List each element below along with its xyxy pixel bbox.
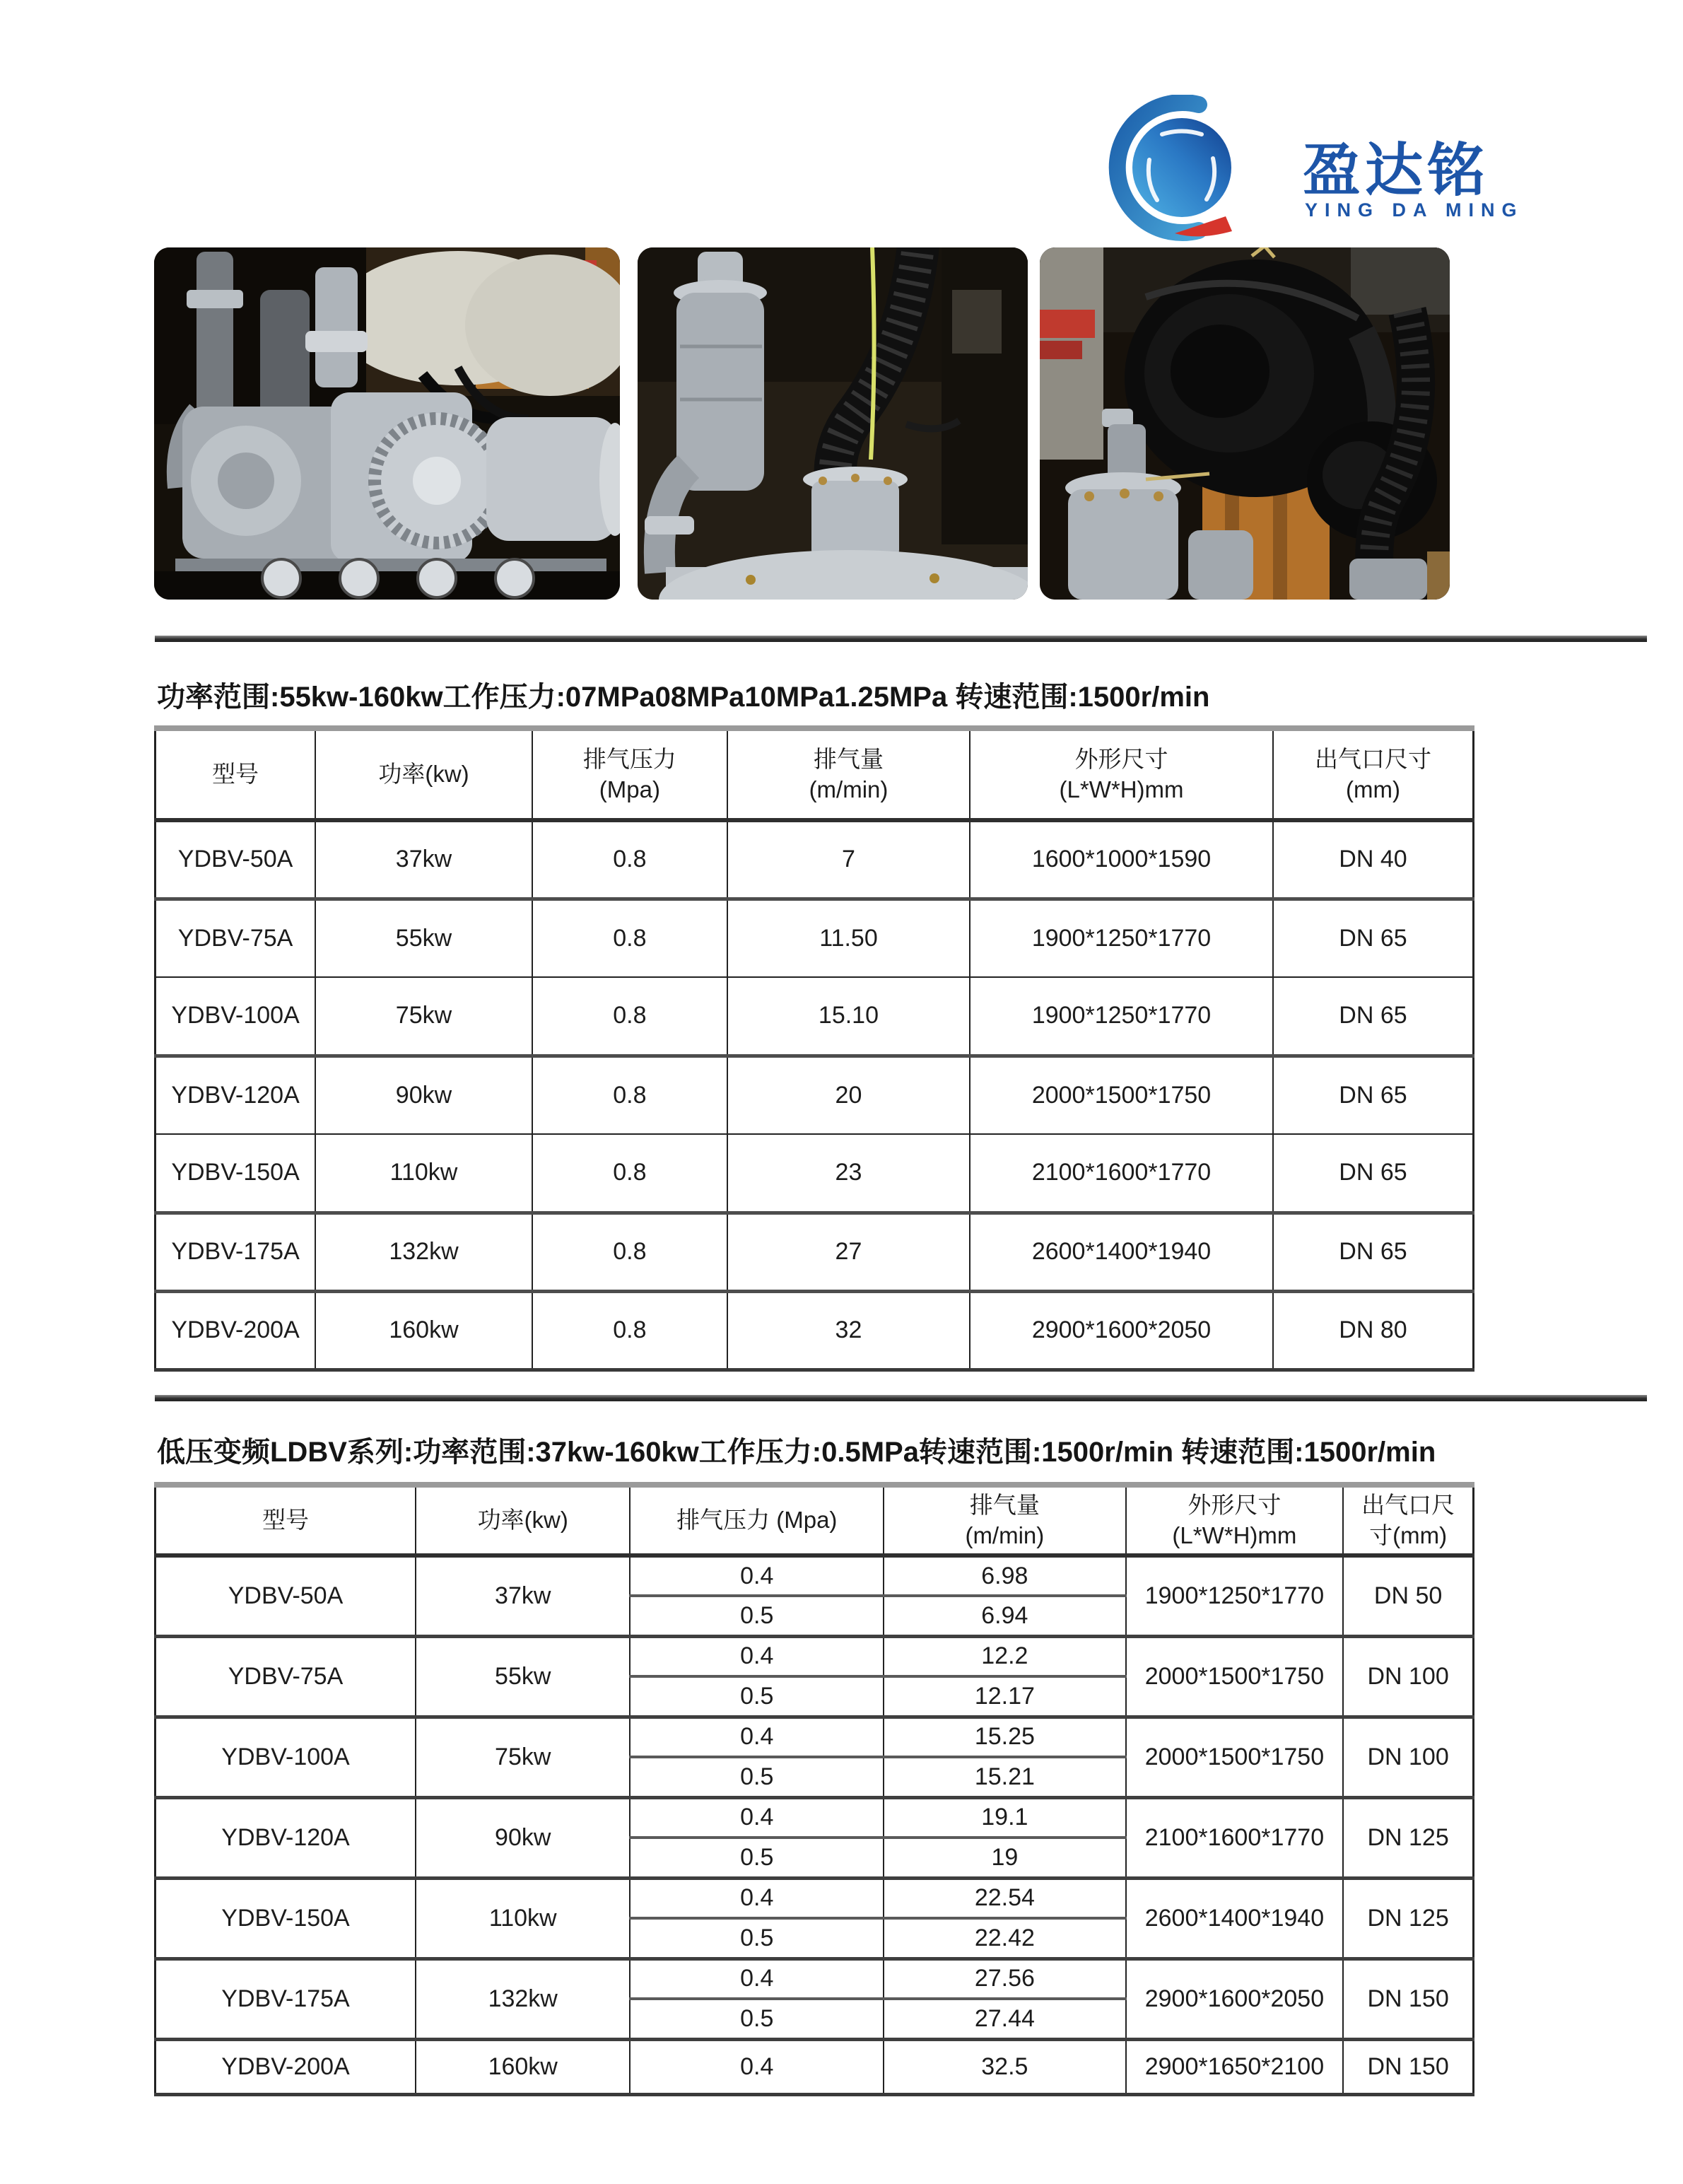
- outlet-cell: DN 80: [1273, 1291, 1474, 1370]
- dims-cell: 2900*1650*2100: [1126, 2039, 1344, 2094]
- table-row: [156, 1797, 1474, 1838]
- pressure-cell: 0.8: [532, 977, 727, 1056]
- outlet-cell: DN 125: [1343, 1797, 1473, 1878]
- pressure-cell: 0.8: [532, 820, 727, 899]
- col-header-power: 功率(kw): [315, 728, 532, 820]
- product-photo-compressor-airend: [154, 247, 620, 600]
- volume-cell: 22.54: [884, 1878, 1126, 1918]
- col-header-outlet: 出气口尺寸 (mm): [1273, 728, 1474, 820]
- volume-cell: 23: [727, 1134, 970, 1213]
- dims-cell: 2100*1600*1770: [1126, 1797, 1344, 1878]
- dims-cell: 2000*1500*1750: [1126, 1717, 1344, 1797]
- table-row: [156, 1636, 1474, 1676]
- pressure-cell: 0.4: [630, 1878, 884, 1918]
- pressure-cell: 0.5: [630, 1757, 884, 1797]
- power-cell: 90kw: [416, 1797, 630, 1878]
- col-header-volume: 排气量 (m/min): [727, 728, 970, 820]
- model-cell: YDBV-75A: [156, 1636, 416, 1717]
- col-header-dims: 外形尺寸 (L*W*H)mm: [1126, 1485, 1344, 1555]
- outlet-cell: DN 50: [1343, 1555, 1473, 1636]
- table-row: [156, 1291, 1474, 1370]
- dims-cell: 2600*1400*1940: [970, 1213, 1273, 1291]
- pressure-cell: 0.4: [630, 1717, 884, 1757]
- dims-cell: 1900*1250*1770: [970, 899, 1273, 977]
- model-cell: YDBV-100A: [156, 977, 316, 1056]
- model-cell: YDBV-175A: [156, 1213, 316, 1291]
- power-cell: 75kw: [416, 1717, 630, 1797]
- volume-cell: 12.17: [884, 1676, 1126, 1717]
- pressure-cell: 0.5: [630, 1596, 884, 1636]
- col-header-pressure: 排气压力 (Mpa): [532, 728, 727, 820]
- pressure-cell: 0.4: [630, 1797, 884, 1838]
- outlet-cell: DN 65: [1273, 1134, 1474, 1213]
- model-cell: YDBV-200A: [156, 2039, 416, 2094]
- power-cell: 110kw: [315, 1134, 532, 1213]
- pressure-cell: 0.4: [630, 1555, 884, 1596]
- product-photo-compressor-piping: [638, 247, 1028, 600]
- section-divider-1: [155, 636, 1647, 642]
- power-cell: 75kw: [315, 977, 532, 1056]
- product-photo-air-filter: [1040, 247, 1450, 600]
- brand-name-cn: 盈达铭: [1303, 139, 1490, 203]
- col-header-model: 型号: [156, 728, 316, 820]
- table-row: [156, 2039, 1474, 2094]
- power-cell: 90kw: [315, 1056, 532, 1134]
- table-1-header-row: [156, 728, 1474, 820]
- table-row: [156, 1134, 1474, 1213]
- pressure-cell: 0.5: [630, 1999, 884, 2039]
- power-cell: 37kw: [315, 820, 532, 899]
- pressure-cell: 0.8: [532, 899, 727, 977]
- pressure-cell: 0.5: [630, 1676, 884, 1717]
- table-row: [156, 1878, 1474, 1918]
- dims-cell: 2900*1600*2050: [970, 1291, 1273, 1370]
- power-cell: 55kw: [416, 1636, 630, 1717]
- pressure-cell: 0.8: [532, 1134, 727, 1213]
- outlet-cell: DN 65: [1273, 1056, 1474, 1134]
- pressure-cell: 0.4: [630, 1958, 884, 1999]
- volume-cell: 19: [884, 1838, 1126, 1878]
- outlet-cell: DN 65: [1273, 977, 1474, 1056]
- volume-cell: 32: [727, 1291, 970, 1370]
- col-header-dims: 外形尺寸 (L*W*H)mm: [970, 728, 1273, 820]
- model-cell: YDBV-175A: [156, 1958, 416, 2039]
- power-cell: 132kw: [416, 1958, 630, 2039]
- pressure-cell: 0.8: [532, 1291, 727, 1370]
- table-row: [156, 1555, 1474, 1596]
- model-cell: YDBV-200A: [156, 1291, 316, 1370]
- volume-cell: 6.98: [884, 1555, 1126, 1596]
- pressure-cell: 0.8: [532, 1213, 727, 1291]
- col-header-pressure: 排气压力 (Mpa): [630, 1485, 884, 1555]
- volume-cell: 15.21: [884, 1757, 1126, 1797]
- outlet-cell: DN 125: [1343, 1878, 1473, 1958]
- power-cell: 37kw: [416, 1555, 630, 1636]
- model-cell: YDBV-50A: [156, 820, 316, 899]
- pressure-cell: 0.5: [630, 1838, 884, 1878]
- pressure-cell: 0.8: [532, 1056, 727, 1134]
- volume-cell: 11.50: [727, 899, 970, 977]
- col-header-volume: 排气量 (m/min): [884, 1485, 1126, 1555]
- model-cell: YDBV-50A: [156, 1555, 416, 1636]
- power-cell: 132kw: [315, 1213, 532, 1291]
- dims-cell: 2000*1500*1750: [970, 1056, 1273, 1134]
- outlet-cell: DN 40: [1273, 820, 1474, 899]
- volume-cell: 32.5: [884, 2039, 1126, 2094]
- dims-cell: 1600*1000*1590: [970, 820, 1273, 899]
- model-cell: YDBV-100A: [156, 1717, 416, 1797]
- power-cell: 160kw: [416, 2039, 630, 2094]
- volume-cell: 15.25: [884, 1717, 1126, 1757]
- volume-cell: 27.56: [884, 1958, 1126, 1999]
- table-row: [156, 1717, 1474, 1757]
- power-cell: 160kw: [315, 1291, 532, 1370]
- dims-cell: 2600*1400*1940: [1126, 1878, 1344, 1958]
- outlet-cell: DN 150: [1343, 1958, 1473, 2039]
- pressure-cell: 0.4: [630, 2039, 884, 2094]
- section-divider-2: [155, 1395, 1647, 1401]
- spec-table-1: [154, 725, 1474, 1372]
- table-2-header-row: [156, 1485, 1474, 1555]
- spec-heading-1: 功率范围:55kw-160kw工作压力:07MPa08MPa10MPa1.25MPa 转速范围:1500r/min: [157, 682, 1210, 713]
- spec-heading-2: 低压变频LDBV系列:功率范围:37kw-160kw工作压力:0.5MPa转速范围:1500r/min 转速范围:1500r/min: [157, 1437, 1436, 1468]
- outlet-cell: DN 65: [1273, 899, 1474, 977]
- volume-cell: 27.44: [884, 1999, 1126, 2039]
- table-row: [156, 820, 1474, 899]
- volume-cell: 15.10: [727, 977, 970, 1056]
- col-header-outlet: 出气口尺 寸(mm): [1343, 1485, 1473, 1555]
- brand-name-en: YING DA MING: [1305, 199, 1524, 221]
- pressure-cell: 0.4: [630, 1636, 884, 1676]
- outlet-cell: DN 100: [1343, 1717, 1473, 1797]
- power-cell: 55kw: [315, 899, 532, 977]
- table-row: [156, 1213, 1474, 1291]
- model-cell: YDBV-120A: [156, 1797, 416, 1878]
- spec-table-2: [154, 1482, 1474, 2096]
- outlet-cell: DN 100: [1343, 1636, 1473, 1717]
- dims-cell: 2900*1600*2050: [1126, 1958, 1344, 2039]
- model-cell: YDBV-120A: [156, 1056, 316, 1134]
- outlet-cell: DN 65: [1273, 1213, 1474, 1291]
- pressure-cell: 0.5: [630, 1918, 884, 1958]
- model-cell: YDBV-150A: [156, 1134, 316, 1213]
- table-row: [156, 1056, 1474, 1134]
- col-header-model: 型号: [156, 1485, 416, 1555]
- volume-cell: 22.42: [884, 1918, 1126, 1958]
- dims-cell: 1900*1250*1770: [970, 977, 1273, 1056]
- volume-cell: 20: [727, 1056, 970, 1134]
- model-cell: YDBV-75A: [156, 899, 316, 977]
- dims-cell: 1900*1250*1770: [1126, 1555, 1344, 1636]
- dims-cell: 2000*1500*1750: [1126, 1636, 1344, 1717]
- volume-cell: 27: [727, 1213, 970, 1291]
- dims-cell: 2100*1600*1770: [970, 1134, 1273, 1213]
- power-cell: 110kw: [416, 1878, 630, 1958]
- volume-cell: 6.94: [884, 1596, 1126, 1636]
- table-row: [156, 1958, 1474, 1999]
- volume-cell: 12.2: [884, 1636, 1126, 1676]
- volume-cell: 19.1: [884, 1797, 1126, 1838]
- col-header-power: 功率(kw): [416, 1485, 630, 1555]
- brand-logo-icon: [1091, 95, 1268, 250]
- table-row: [156, 899, 1474, 977]
- model-cell: YDBV-150A: [156, 1878, 416, 1958]
- outlet-cell: DN 150: [1343, 2039, 1473, 2094]
- volume-cell: 7: [727, 820, 970, 899]
- table-row: [156, 977, 1474, 1056]
